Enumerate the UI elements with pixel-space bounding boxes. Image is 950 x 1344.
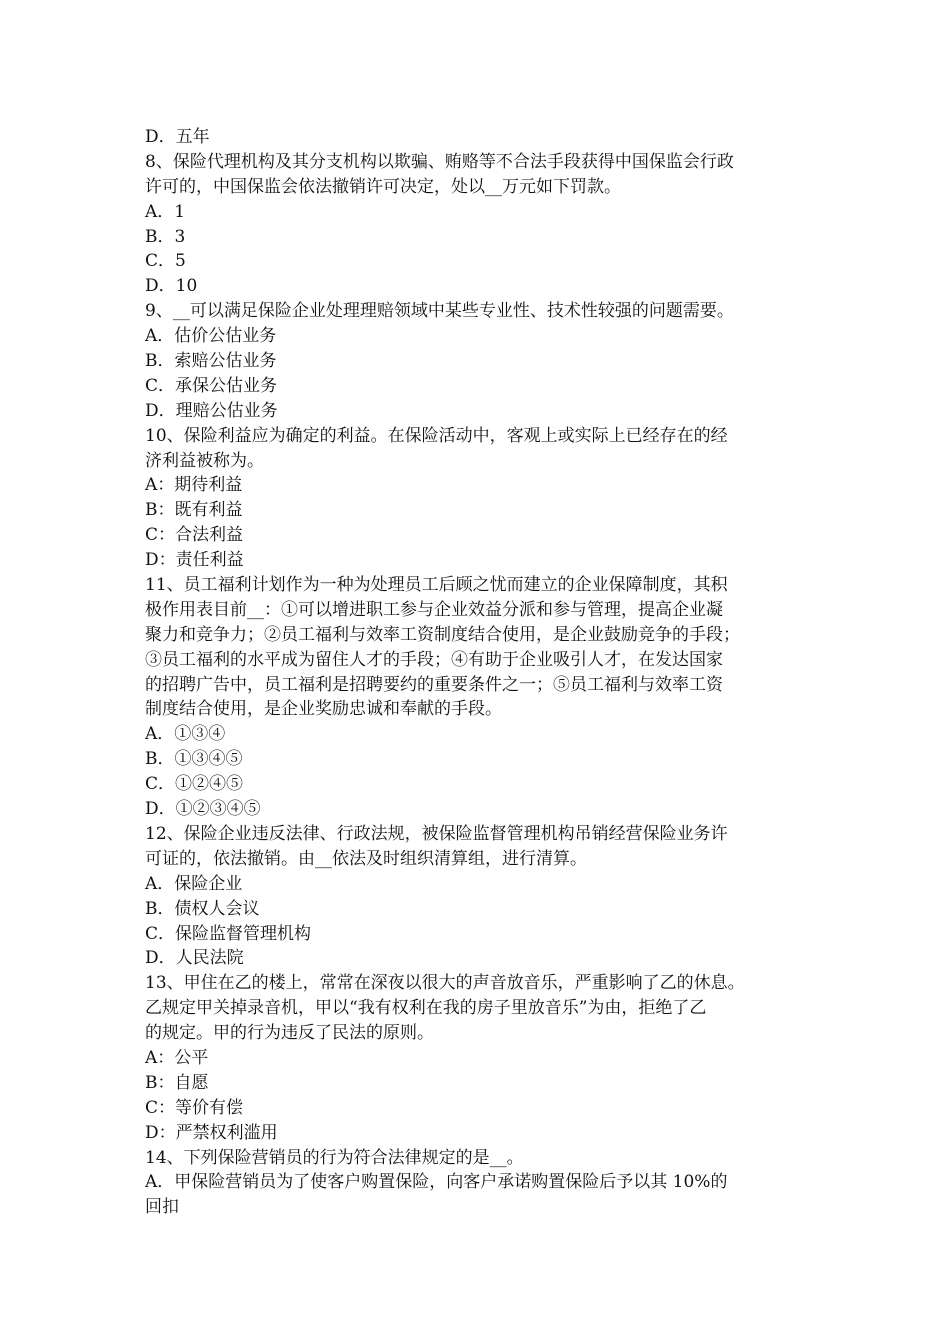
text-line: D．五年: [145, 127, 210, 147]
text-line: 济利益被称为。: [145, 450, 264, 471]
text-line: 回扣: [145, 1197, 179, 1218]
text-line: 11、员工福利计划作为一种为处理员工后顾之忧而建立的企业保障制度，其积: [145, 575, 728, 596]
text-line: B．3: [145, 226, 186, 247]
text-line: 9、__可以满足保险企业处理理赔领域中某些专业性、技术性较强的问题需要。: [145, 301, 734, 322]
text-line: 制度结合使用，是企业奖励忠诚和奉献的手段。: [145, 699, 502, 720]
text-line: C．①②④⑤: [145, 774, 244, 795]
text-line: B：既有利益: [145, 500, 243, 521]
text-line: 8、保险代理机构及其分支机构以欺骗、贿赂等不合法手段获得中国保监会行政: [145, 151, 734, 172]
text-line: D：责任利益: [145, 550, 244, 571]
text-line: 乙规定甲关掉录音机，甲以“我有权利在我的房子里放音乐”为由，拒绝了乙: [145, 998, 707, 1019]
text-line: A．甲保险营销员为了使客户购置保险，向客户承诺购置保险后予以其 10%的: [145, 1172, 728, 1193]
text-line: A．①③④: [145, 724, 226, 745]
text-line: D．理赔公估业务: [145, 400, 278, 421]
text-line: 13、甲住在乙的楼上，常常在深夜以很大的声音放音乐，严重影响了乙的休息。: [145, 973, 745, 994]
text-line: 的规定。甲的行为违反了民法的原则。: [145, 1023, 434, 1044]
text-line: 聚力和竞争力；②员工福利与效率工资制度结合使用，是企业鼓励竞争的手段；: [145, 624, 740, 645]
text-line: 可证的，依法撤销。由__依法及时组织清算组，进行清算。: [145, 848, 587, 869]
text-line: A．1: [145, 201, 186, 222]
text-line: C：等价有偿: [145, 1097, 244, 1118]
text-line: C．承保公估业务: [145, 375, 278, 396]
text-line: 极作用表目前__：①可以增进职工参与企业效益分派和参与管理，提高企业凝: [145, 599, 723, 620]
text-line: 12、保险企业违反法律、行政法规，被保险监督管理机构吊销经营保险业务许: [145, 823, 728, 844]
text-line: C：合法利益: [145, 525, 244, 546]
text-line: ③员工福利的水平成为留住人才的手段；④有助于企业吸引人才，在发达国家: [145, 649, 723, 670]
text-line: B．①③④⑤: [145, 749, 243, 770]
text-line: 10、保险利益应为确定的利益。在保险活动中，客观上或实际上已经存在的经: [145, 425, 728, 446]
text-line: B：自愿: [145, 1072, 209, 1093]
text-line: B．索赔公估业务: [145, 351, 277, 372]
text-line: D．10: [145, 276, 198, 297]
text-line: A．估价公估业务: [145, 326, 277, 347]
document-body: [145, 125, 815, 1220]
text-line: B．债权人会议: [145, 898, 260, 919]
text-line: 的招聘广告中，员工福利是招聘要约的重要条件之一；⑤员工福利与效率工资: [145, 674, 723, 695]
text-line: 14、下列保险营销员的行为符合法律规定的是__。: [145, 1147, 524, 1168]
text-line: A．保险企业: [145, 873, 243, 894]
text-line: C．5: [145, 251, 186, 272]
text-line: 许可的，中国保监会依法撤销许可决定，处以__万元如下罚款。: [145, 176, 621, 197]
text-line: D：严禁权利滥用: [145, 1122, 278, 1143]
text-line: D．①②③④⑤: [145, 799, 261, 820]
text-line: A：期待利益: [145, 475, 243, 496]
text-line: D．人民法院: [145, 948, 244, 969]
text-line: C．保险监督管理机构: [145, 923, 312, 944]
text-line: A：公平: [145, 1047, 209, 1068]
